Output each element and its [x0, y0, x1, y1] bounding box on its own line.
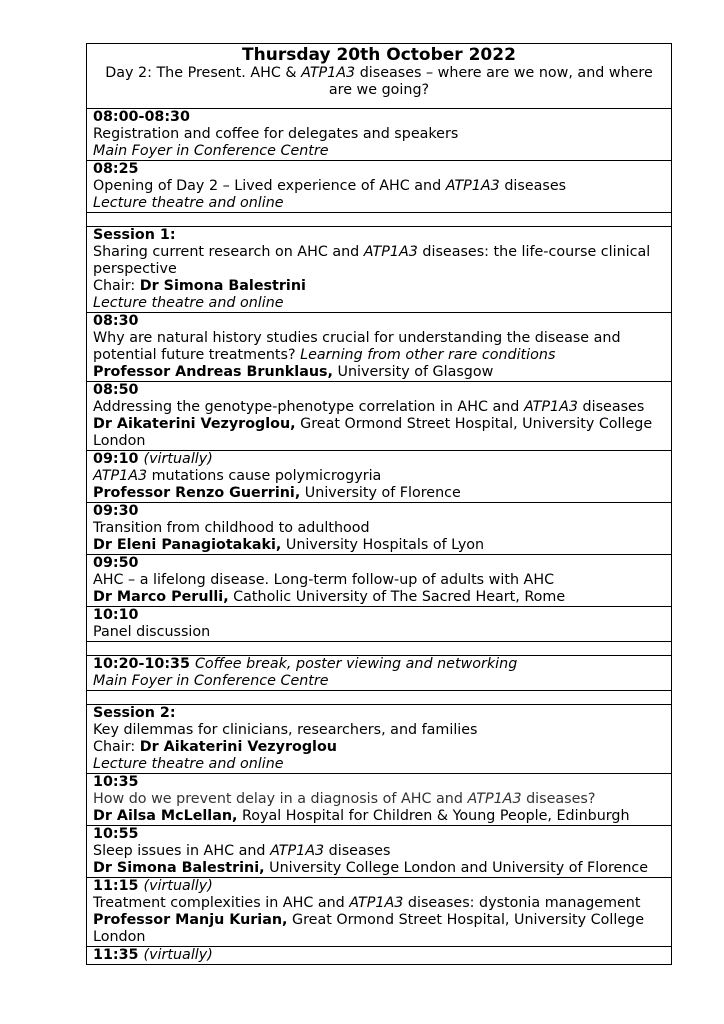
text-segment: University College London and University of Florence	[264, 860, 649, 876]
item-line	[93, 537, 665, 554]
agenda-item-cell	[87, 947, 672, 965]
spacer-row	[87, 213, 672, 227]
text-segment: Registration and coffee for delegates and speakers	[93, 126, 459, 142]
agenda-body	[87, 44, 672, 965]
text-segment: Dr Simona Balestrini,	[93, 860, 265, 876]
agenda-item-row	[87, 313, 672, 382]
text-segment: mutations cause polymicrogyria	[147, 468, 382, 484]
item-time	[93, 451, 665, 468]
text-segment: (virtually)	[143, 947, 213, 963]
item-time	[93, 705, 665, 722]
spacer-cell	[87, 691, 672, 705]
text-segment: Professor Andreas Brunklaus,	[93, 364, 333, 380]
item-line	[93, 756, 665, 773]
item-line	[93, 244, 665, 278]
text-segment: diseases	[324, 843, 391, 859]
item-time	[93, 313, 665, 330]
text-segment: ATP1A3	[349, 895, 404, 911]
text-segment: Royal Hospital for Children & Young People, Edinburgh	[237, 808, 630, 824]
text-segment: Lecture theatre and online	[93, 195, 284, 211]
agenda-item-cell	[87, 878, 672, 947]
agenda-item-row	[87, 503, 672, 555]
agenda-item-cell	[87, 705, 672, 774]
item-line	[93, 739, 665, 756]
text-segment: 09:30	[93, 503, 139, 519]
text-segment: Key dilemmas for clinicians, researchers, and families	[93, 722, 478, 738]
agenda-item-cell	[87, 382, 672, 451]
agenda-item-row	[87, 109, 672, 161]
agenda-item-row	[87, 607, 672, 642]
agenda-item-cell	[87, 826, 672, 878]
text-segment: Main Foyer in Conference Centre	[93, 143, 329, 159]
text-segment: 08:00-08:30	[93, 109, 190, 125]
text-segment: ATP1A3	[270, 843, 325, 859]
text-segment: ATP1A3	[523, 399, 579, 415]
agenda-item-row	[87, 227, 672, 313]
text-segment: Dr Marco Perulli,	[93, 589, 229, 605]
text-segment: Professor Manju Kurian,	[93, 912, 288, 928]
spacer-row	[87, 642, 672, 656]
text-segment: diseases: dystonia management	[403, 895, 641, 911]
page-title: Thursday 20th October 2022	[242, 45, 516, 65]
text-segment: 10:20-10:35	[93, 656, 195, 672]
text-segment: diseases	[499, 178, 567, 194]
text-segment: Learning from other rare conditions	[300, 347, 556, 363]
item-line	[93, 399, 665, 416]
item-line	[93, 520, 665, 537]
text-segment: Chair:	[93, 739, 140, 755]
text-segment: diseases?	[521, 791, 596, 807]
spacer-cell	[87, 213, 672, 227]
text-segment: 08:25	[93, 161, 139, 177]
item-time	[93, 656, 665, 673]
text-segment: (virtually)	[143, 451, 213, 467]
text-segment: diseases – where are we now, and where are we going?	[328, 65, 653, 98]
item-line	[93, 126, 665, 143]
agenda-item-cell	[87, 451, 672, 503]
agenda-item-cell	[87, 227, 672, 313]
item-time	[93, 161, 665, 178]
item-line	[93, 178, 665, 195]
text-segment: Great Ormond Street Hospital, University College London	[93, 416, 653, 449]
item-line	[93, 808, 665, 825]
text-segment: How do we prevent delay in a diagnosis of AHC and	[93, 791, 468, 807]
text-segment: Lecture theatre and online	[93, 295, 284, 311]
text-segment: 10:10	[93, 607, 139, 623]
item-line	[93, 295, 665, 312]
text-segment: AHC – a lifelong disease. Long-term follow-up of adults with AHC	[93, 572, 555, 588]
spacer-row	[87, 691, 672, 705]
item-line	[93, 722, 665, 739]
text-segment: Session 2:	[93, 705, 176, 721]
agenda-item-cell	[87, 774, 672, 826]
header-row	[87, 44, 672, 109]
agenda-item-row	[87, 161, 672, 213]
item-line	[93, 624, 665, 641]
item-line	[93, 416, 665, 450]
item-time	[93, 382, 665, 399]
text-segment: Panel discussion	[93, 624, 211, 640]
text-segment: Professor Renzo Guerrini,	[93, 485, 301, 501]
item-line	[93, 195, 665, 212]
agenda-item-cell	[87, 503, 672, 555]
text-segment: 11:15	[93, 878, 144, 894]
agenda-item-cell	[87, 161, 672, 213]
text-segment: 10:35	[93, 774, 139, 790]
text-segment: Dr Simona Balestrini	[139, 278, 306, 294]
item-line	[93, 330, 665, 364]
text-segment: Opening of Day 2 – Lived experience of AHC and	[93, 178, 446, 194]
text-segment: University Hospitals of Lyon	[281, 537, 485, 553]
text-segment: ATP1A3	[363, 244, 418, 260]
item-line	[93, 860, 665, 877]
text-segment: Dr Eleni Panagiotakaki,	[93, 537, 282, 553]
text-segment: Transition from childhood to adulthood	[93, 520, 370, 536]
agenda-item-cell	[87, 607, 672, 642]
text-segment: Dr Aikaterini Vezyroglou	[139, 739, 337, 755]
text-segment: Chair:	[93, 278, 140, 294]
item-line	[93, 673, 665, 690]
text-segment: Main Foyer in Conference Centre	[93, 673, 329, 689]
text-segment: ATP1A3	[467, 791, 522, 807]
text-segment: Addressing the genotype-phenotype correlation in AHC and	[93, 399, 524, 415]
item-line	[93, 791, 665, 808]
text-segment: Dr Ailsa McLellan,	[93, 808, 238, 824]
item-time	[93, 774, 665, 791]
agenda-item-cell	[87, 109, 672, 161]
agenda-table	[86, 43, 672, 965]
text-segment: (virtually)	[143, 878, 213, 894]
text-segment: Treatment complexities in AHC and	[93, 895, 350, 911]
item-time	[93, 503, 665, 520]
item-time	[93, 227, 665, 244]
header-cell	[87, 44, 672, 109]
agenda-item-row	[87, 705, 672, 774]
text-segment: Sleep issues in AHC and	[93, 843, 271, 859]
agenda-item-row	[87, 555, 672, 607]
item-line	[93, 364, 665, 381]
text-segment: University of Florence	[300, 485, 461, 501]
text-segment: Great Ormond Street Hospital, University College London	[93, 912, 645, 945]
text-segment: Catholic University of The Sacred Heart, Rome	[228, 589, 566, 605]
agenda-item-row	[87, 878, 672, 947]
item-line	[93, 895, 665, 912]
agenda-item-cell	[87, 555, 672, 607]
item-time	[93, 109, 665, 126]
text-segment: Dr Aikaterini Vezyroglou,	[93, 416, 296, 432]
text-segment: Coffee break, poster viewing and networking	[194, 656, 518, 672]
text-segment: Why are natural history studies crucial for understanding the disease and potential future treatments?	[93, 330, 621, 363]
agenda-item-row	[87, 382, 672, 451]
item-time	[93, 826, 665, 843]
item-time	[93, 878, 665, 895]
spacer-cell	[87, 642, 672, 656]
text-segment: 10:55	[93, 826, 139, 842]
agenda-item-row	[87, 451, 672, 503]
item-line	[93, 485, 665, 502]
item-line	[93, 912, 665, 946]
text-segment: 08:30	[93, 313, 139, 329]
agenda-item-row	[87, 947, 672, 965]
agenda-item-row	[87, 826, 672, 878]
item-time	[93, 607, 665, 624]
agenda-item-cell	[87, 313, 672, 382]
text-segment: ATP1A3	[445, 178, 500, 194]
item-line	[93, 468, 665, 485]
item-line	[93, 143, 665, 160]
item-time	[93, 947, 665, 964]
text-segment: ATP1A3	[301, 65, 356, 81]
item-time	[93, 555, 665, 572]
text-segment: 11:35	[93, 947, 144, 963]
text-segment: Session 1:	[93, 227, 176, 243]
text-segment: 09:10	[93, 451, 144, 467]
item-line	[93, 843, 665, 860]
page-subtitle	[93, 65, 665, 99]
text-segment: diseases	[578, 399, 645, 415]
text-segment: Lecture theatre and online	[93, 756, 284, 772]
text-segment: Sharing current research on AHC and	[93, 244, 364, 260]
item-line	[93, 589, 665, 606]
agenda-item-cell	[87, 656, 672, 691]
text-segment: diseases: the life-course clinical perspective	[93, 244, 651, 277]
agenda-item-row	[87, 656, 672, 691]
text-segment: 09:50	[93, 555, 139, 571]
text-segment: ATP1A3	[93, 468, 148, 484]
text-segment: 08:50	[93, 382, 139, 398]
text-segment: Day 2: The Present. AHC &	[105, 65, 302, 81]
agenda-item-row	[87, 774, 672, 826]
text-segment: University of Glasgow	[332, 364, 494, 380]
item-line	[93, 278, 665, 295]
item-line	[93, 572, 665, 589]
